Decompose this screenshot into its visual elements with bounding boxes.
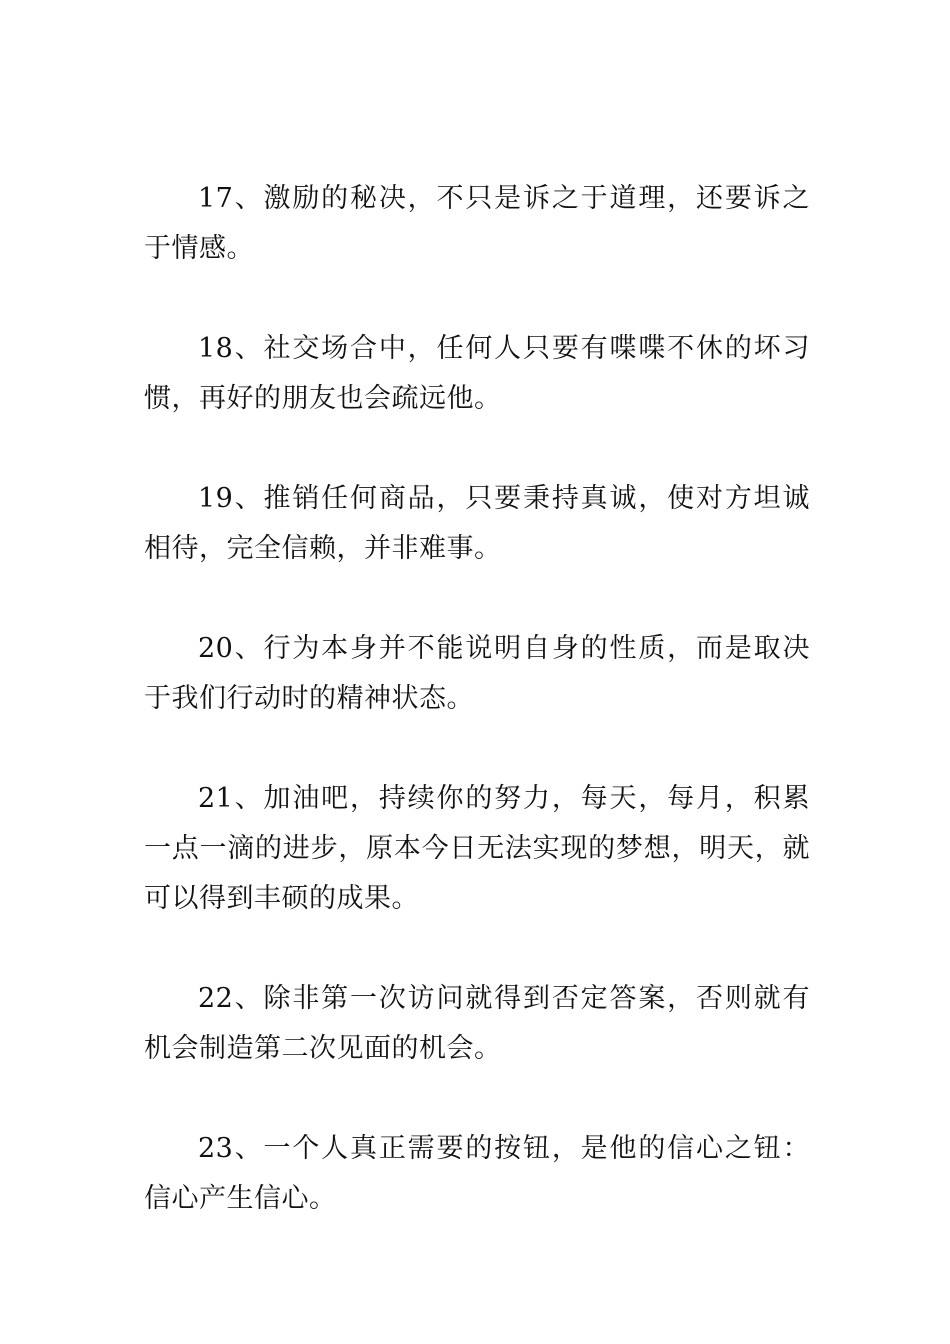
quote-paragraph-19: 19、推销任何商品，只要秉持真诚，使对方坦诚相待，完全信赖，并非难事。 <box>144 483 810 564</box>
quote-paragraph-22: 22、除非第一次访问就得到否定答案，否则就有机会制造第二次见面的机会。 <box>144 983 810 1064</box>
quote-paragraph-17: 17、激励的秘决，不只是诉之于道理，还要诉之于情感。 <box>144 183 810 264</box>
quote-paragraph-20: 20、行为本身并不能说明自身的性质，而是取决于我们行动时的精神状态。 <box>144 633 810 714</box>
quote-paragraph-21: 21、加油吧，持续你的努力，每天，每月，积累一点一滴的进步，原本今日无法实现的梦想，明天，就可以得到丰硕的成果。 <box>144 783 810 914</box>
quote-paragraph-23: 23、一个人真正需要的按钮，是他的信心之钮：信心产生信心。 <box>144 1133 810 1214</box>
quote-paragraph-18: 18、社交场合中，任何人只要有喋喋不休的坏习惯，再好的朋友也会疏远他。 <box>144 333 810 414</box>
